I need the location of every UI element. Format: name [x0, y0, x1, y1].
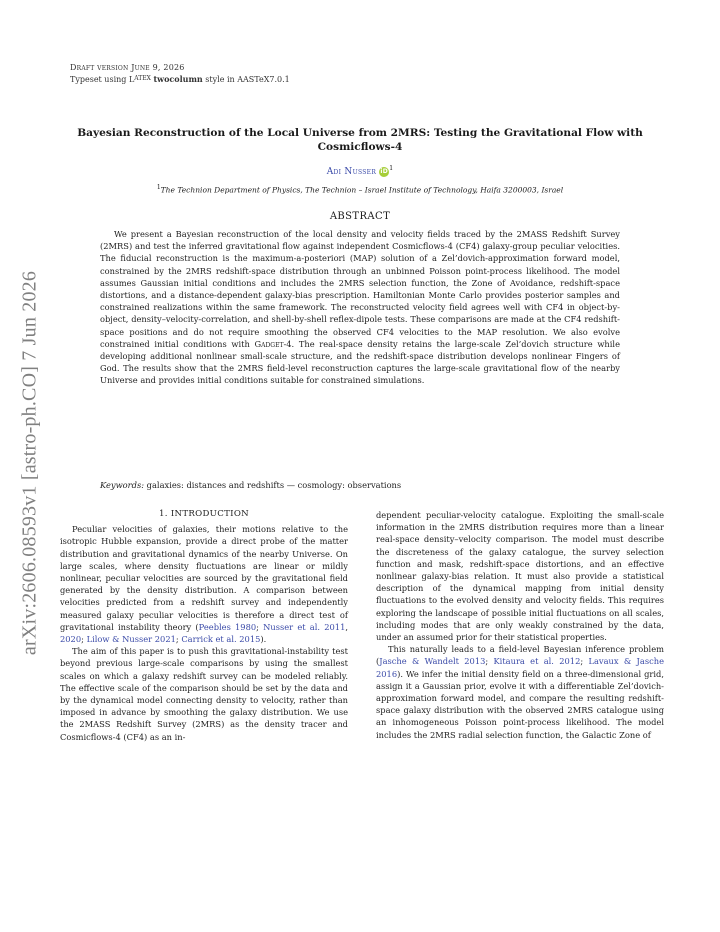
author-name[interactable]: Adi Nusser	[326, 167, 377, 177]
right-column	[376, 509, 664, 741]
intro-paragraph-3: This naturally leads to a field-level Bayesian inference problem (Jasche & Wandelt 2013; Kitaura et al. 2012; Lavaux & Jasche 2016). We infer the initial density field on a three-dimensional grid, assign it a Gaussian prior, evolve it with a differentiable Zel’dovich-approximation forward model, and compare the resulting redshift-space galaxy distribution with the observed 2MRS catalogue using an inhomogeneous Poisson point-process likelihood. The model includes the 2MRS radial selection function, the Galactic Zone of	[376, 644, 664, 740]
citation-link[interactable]: Jasche & Wandelt 2013	[379, 656, 486, 667]
paper-title: Bayesian Reconstruction of the Local Universe from 2MRS: Testing the Gravitational Flow with Cosmicflows-4	[77, 127, 643, 153]
citation-link[interactable]: Carrick et al. 2015	[181, 634, 261, 645]
arxiv-identifier	[10, 240, 50, 685]
intro-paragraph-2: The aim of this paper is to push this gravitational-instability test beyond previous large-scale comparisons by using the smallest scales on which a galaxy redshift survey can be modeled reliably. The effective scale of the comparison should be set by the data and by the dynamical model connecting density to velocity, rather than imposed in advance by smoothing the galaxy distribution. We use the 2MASS Redshift Survey (2MRS) as the density tracer and Cosmicflows-4 (CF4) as an in-	[60, 646, 348, 742]
abstract-heading: ABSTRACT	[329, 211, 391, 222]
citation-link[interactable]: Lilow & Nusser 2021	[86, 634, 176, 645]
keywords	[100, 480, 620, 490]
citation-link[interactable]: Nusser et al. 2011	[263, 621, 346, 632]
citation-link[interactable]: Peebles 1980	[198, 621, 257, 632]
left-column	[60, 508, 348, 743]
keywords-label: Keywords:	[100, 480, 145, 490]
preprint-header	[70, 62, 290, 85]
citation-link[interactable]: Lavaux & Jasche 2016	[376, 656, 664, 679]
affiliation: $^1$The Technion Department of Physics, The Technion – Israel Institute of Technology, Haifa 3200003, Israel	[156, 184, 564, 195]
citation-link[interactable]: Kitaura et al. 2012	[493, 656, 581, 667]
section-heading-introduction: 1. INTRODUCTION	[159, 509, 249, 519]
orcid-icon[interactable]: iD	[380, 167, 388, 175]
draft-version: Draft version June 9, 2026	[70, 63, 185, 72]
arxiv-identifier-text: arXiv:2606.08593v1 [astro-ph.CO] 7 Jun 2026	[18, 270, 41, 655]
citation-link[interactable]: 2020	[60, 634, 82, 645]
abstract-paragraph: We present a Bayesian reconstruction of the local density and velocity fields traced by the 2MASS Redshift Survey (2MRS) and test the inferred gravitational flow against independent Cosmicflows-4 (CF4) galaxy-group peculiar velocities. The fiducial reconstruction is the maximum-a-posteriori (MAP) solution of a Zel’dovich-approximation forward model, constrained by the 2MRS redshift-space distribution through an unbinned Poisson point-process likelihood. The model assumes Gaussian initial conditions and includes the 2MRS selection function, the Zone of Avoidance, redshift-space distortions, and a distance-dependent galaxy-bias prescription. Hamiltonian Monte Carlo provides posterior samples and constrained realizations within the same framework. The reconstructed velocity field agrees well with CF4 in object-by-object, density–velocity-correlation, and shell-by-shell reflex-dipole tests. These comparisons are made at the CF4 redshift-space positions and do not require smoothing the observed CF4 velocities to the MAP resolution. We also evolve constrained initial conditions with Gadget-4. The real-space density retains the large-scale Zel’dovich structure while developing additional nonlinear small-scale structure, and the redshift-space distribution develops nonlinear Fingers of God. The results show that the 2MRS field-level reconstruction captures the large-scale gravitational flow of the nearby Universe and provides initial conditions suitable for constrained simulations.	[100, 229, 620, 386]
author-line	[0, 165, 720, 177]
abstract	[100, 228, 620, 387]
author-affil-mark: 1	[389, 165, 394, 172]
keywords-text: galaxies: distances and redshifts — cosmology: observations	[146, 480, 402, 490]
intro-paragraph-2-continued: dependent peculiar-velocity catalogue. Exploiting the small-scale information in the 2MRS distribution requires more than a linear real-space density–velocity comparison. The model must describe the discreteness of the galaxy catalogue, the survey selection function and mask, redshift-space distortions, and an effective nonlinear galaxy-bias relation. It must also provide a statistical description of the dynamical mapping from initial density fluctuations to the evolved density and velocity fields. This requires exploring the landscape of possible initial fluctuations on all scales, including modes that are only weakly constrained by the data, under an assumed prior for their statistical properties.	[376, 510, 664, 643]
intro-paragraph-1: Peculiar velocities of galaxies, their motions relative to the isotropic Hubble expansion, provide a direct probe of the matter distribution and gravitational dynamics of the nearby Universe. On large scales, where density fluctuations are linear or mildly nonlinear, peculiar velocities are sourced by the gravitational field generated by the density distribution. A comparison between velocities predicted from a redshift survey and independently measured galaxy peculiar velocities is therefore a direct test of gravitational instability theory (Peebles 1980; Nusser et al. 2011, 2020; Lilow & Nusser 2021; Carrick et al. 2015).	[60, 524, 348, 645]
typeset-line: Typeset using $L^{ATEX}$ twocolumn style in AASTeX7.0.1	[70, 74, 290, 84]
gadget-name: Gadget-4	[254, 338, 292, 349]
